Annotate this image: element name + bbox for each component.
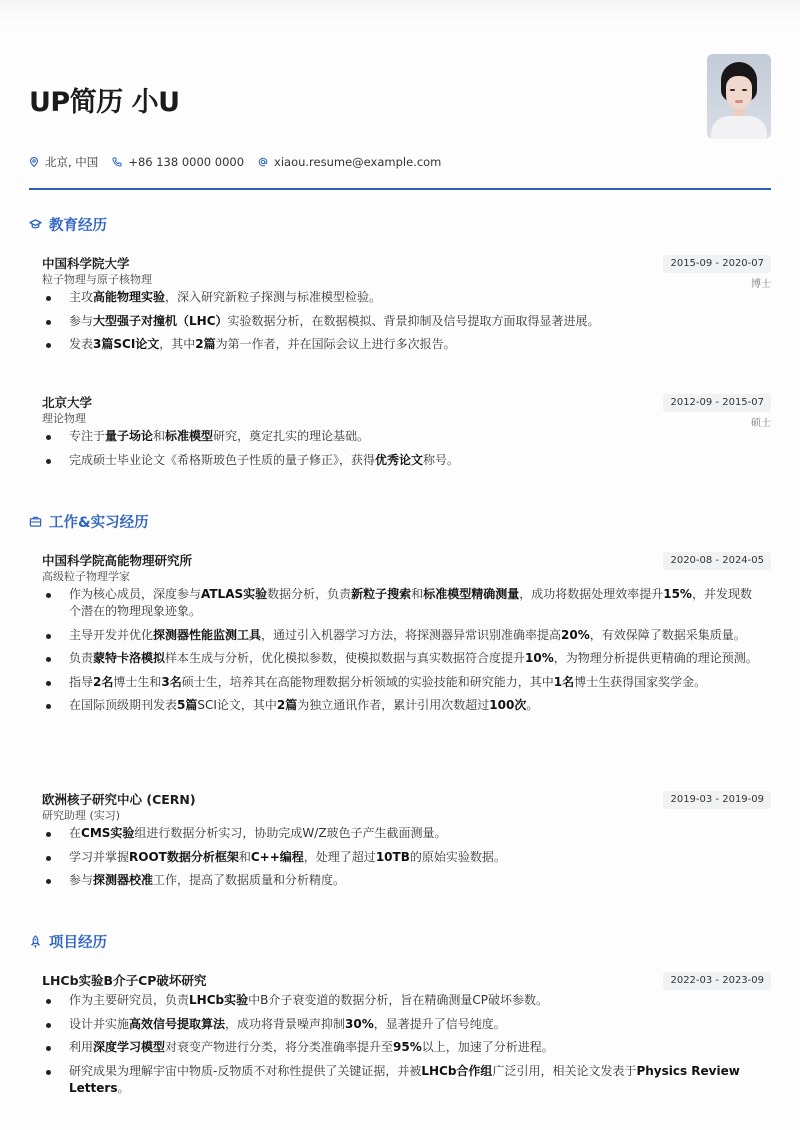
email-text: xiaou.resume@example.com: [274, 155, 442, 169]
org-name: 欧洲核子研究中心 (CERN): [42, 792, 196, 807]
bullet-list: [42, 992, 771, 1097]
bullet-item: 在国际顶级期刊发表5篇SCI论文，其中2篇为独立通讯作者，累计引用次数超过100次。: [42, 697, 771, 714]
graduation-cap-icon: [29, 218, 42, 231]
education-entry: [42, 255, 771, 360]
bullet-item: 指导2名博士生和3名硕士生，培养其在高能物理数据分析领域的实验技能和研究能力，其中1名博士生获得国家奖学金。: [42, 674, 771, 691]
major: 粒子物理与原子核物理: [42, 273, 152, 286]
bullet-list: [42, 289, 771, 353]
degree: 硕士: [751, 418, 771, 429]
bullet-item: 专注于量子场论和标准模型研究，奠定扎实的理论基础。: [42, 428, 771, 445]
bullet-list: [42, 825, 771, 889]
contact-phone: [112, 155, 244, 169]
briefcase-icon: [29, 515, 42, 528]
header-divider: [29, 188, 771, 190]
bullet-item: 参与大型强子对撞机（LHC）实验数据分析，在数据模拟、背景抑制及信号提取方面取得显著进展。: [42, 313, 771, 330]
section-title-education: 教育经历: [29, 214, 107, 235]
bullet-item: 学习并掌握ROOT数据分析框架和C++编程，处理了超过10TB的原始实验数据。: [42, 849, 771, 866]
resume-page: [0, 28, 800, 1130]
candidate-name: UP简历 小U: [29, 87, 180, 118]
bullet-item: 完成硕士毕业论文《希格斯玻色子性质的量子修正》，获得优秀论文称号。: [42, 452, 771, 469]
profile-photo: [707, 54, 771, 139]
bullet-item: 负责蒙特卡洛模拟样本生成与分析，优化模拟参数，使模拟数据与真实数据符合度提升10%，为物理分析提供更精确的理论预测。: [42, 650, 771, 667]
bullet-item: 主攻高能物理实验，深入研究新粒子探测与标准模型检验。: [42, 289, 771, 306]
phone-icon: [112, 157, 122, 167]
bullet-item: 在CMS实验组进行数据分析实习，协助完成W/Z玻色子产生截面测量。: [42, 825, 771, 842]
date-badge: 2020-08 - 2024-05: [663, 552, 771, 570]
resume-header: [29, 28, 771, 191]
bullet-item: 作为主要研究员，负责LHCb实验中B介子衰变道的数据分析，旨在精确测量CP破坏参数。: [42, 992, 771, 1009]
degree: 博士: [751, 279, 771, 290]
bullet-item: 作为核心成员，深度参与ATLAS实验数据分析，负责新粒子搜索和标准模型精确测量，成功将数据处理效率提升15%，并发现数个潜在的物理现象迹象。: [42, 586, 771, 620]
school-name: 北京大学: [42, 395, 93, 410]
bullet-list: [42, 586, 771, 714]
bullet-list: [42, 428, 771, 469]
section-title-projects: 项目经历: [29, 931, 107, 952]
date-badge: 2015-09 - 2020-07: [663, 255, 771, 273]
location-text: 北京, 中国: [45, 155, 99, 169]
major: 理论物理: [42, 412, 86, 425]
section-title-work: 工作&实习经历: [29, 511, 149, 532]
top-fade: [0, 0, 800, 28]
phone-text: +86 138 0000 0000: [128, 155, 245, 169]
school-name: 中国科学院大学: [42, 256, 130, 271]
rocket-icon: [29, 935, 42, 948]
role: 高级粒子物理学家: [42, 570, 130, 583]
date-badge: 2012-09 - 2015-07: [663, 394, 771, 412]
date-badge: 2022-03 - 2023-09: [663, 972, 771, 990]
date-badge: 2019-03 - 2019-09: [663, 791, 771, 809]
bullet-item: 研究成果为理解宇宙中物质-反物质不对称性提供了关键证据，并被LHCb合作组广泛引用，相关论文发表于Physics Review Letters。: [42, 1063, 771, 1097]
bullet-item: 主导开发并优化探测器性能监测工具，通过引入机器学习方法，将探测器异常识别准确率提高20%，有效保障了数据采集质量。: [42, 627, 771, 644]
org-name: 中国科学院高能物理研究所: [42, 553, 193, 568]
work-entry: [42, 791, 771, 896]
contact-location: [29, 154, 98, 170]
project-name: LHCb实验B介子CP破坏研究: [42, 973, 207, 988]
role: 研究助理 (实习): [42, 809, 121, 822]
at-sign-icon: [258, 157, 268, 167]
bullet-item: 参与探测器校准工作，提高了数据质量和分析精度。: [42, 872, 771, 889]
education-entry: [42, 394, 771, 475]
bullet-item: 发表3篇SCI论文，其中2篇为第一作者，并在国际会议上进行多次报告。: [42, 336, 771, 353]
bullet-item: 利用深度学习模型对衰变产物进行分类，将分类准确率提升至95%以上，加速了分析进程。: [42, 1039, 771, 1056]
contact-email: [258, 155, 441, 169]
work-entry: [42, 552, 771, 721]
contact-row: [29, 154, 441, 170]
project-entry: [42, 972, 771, 1103]
location-pin-icon: [29, 157, 39, 167]
bullet-item: 设计并实施高效信号提取算法，成功将背景噪声抑制30%，显著提升了信号纯度。: [42, 1016, 771, 1033]
